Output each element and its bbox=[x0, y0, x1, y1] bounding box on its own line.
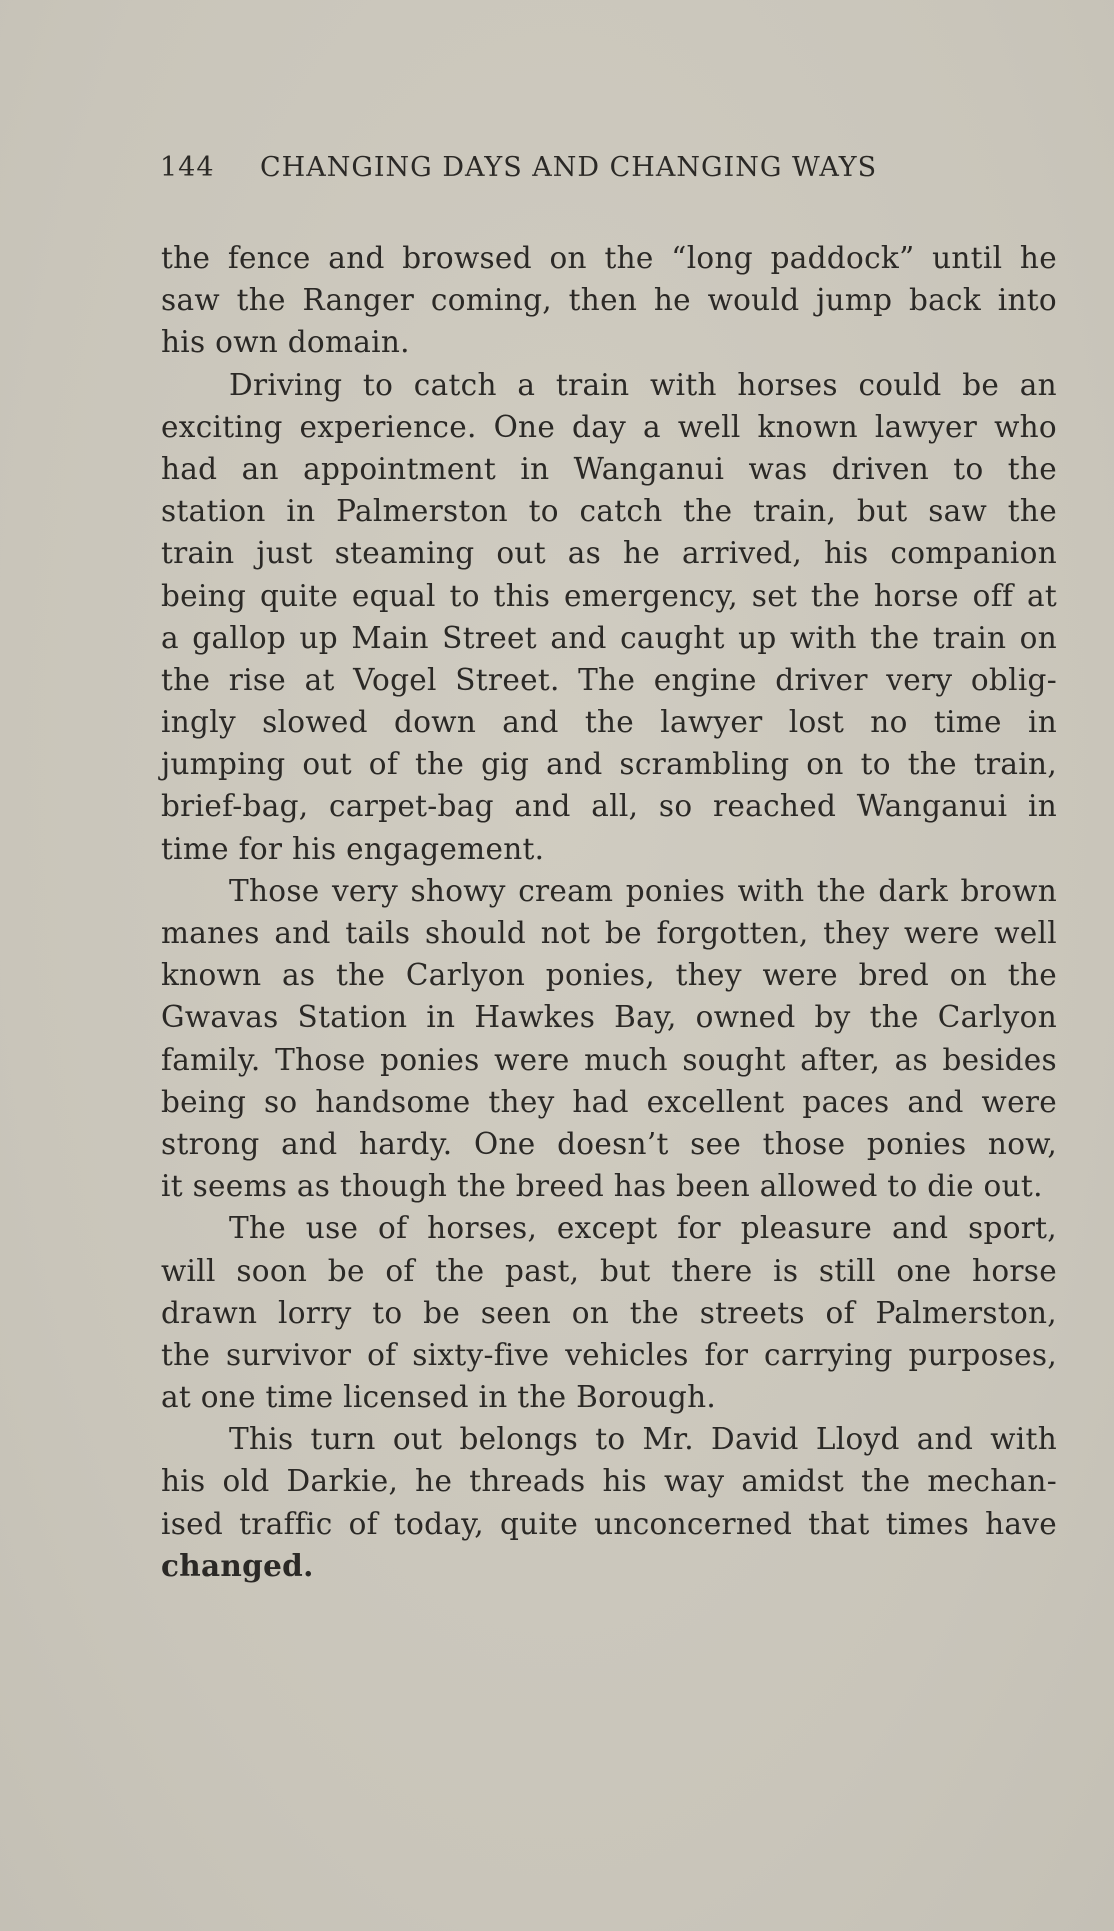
text-line: jumping out of the gig and scrambling on to the train, bbox=[161, 747, 1057, 782]
text-line: his old Darkie, he threads his way amidst the mechan- bbox=[161, 1464, 1057, 1499]
text-line: The use of horses, except for pleasure and sport, bbox=[229, 1211, 1057, 1246]
text-line: family. Those ponies were much sought after, as besides bbox=[161, 1042, 1057, 1077]
text-line: it seems as though the breed has been allowed to die out. bbox=[161, 1169, 1043, 1204]
text-line: ingly slowed down and the lawyer lost no time in bbox=[161, 705, 1057, 740]
text-line: station in Palmerston to catch the train, but saw the bbox=[161, 494, 1057, 529]
text-line: a gallop up Main Street and caught up with the train on bbox=[161, 620, 1057, 655]
text-line: the survivor of sixty-five vehicles for carrying purposes, bbox=[161, 1337, 1057, 1372]
text-line: brief-bag, carpet-bag and all, so reached Wanganui in bbox=[161, 789, 1057, 824]
text-line: train just steaming out as he arrived, his companion bbox=[161, 536, 1057, 571]
text-line: exciting experience. One day a well known lawyer who bbox=[161, 409, 1057, 444]
text-line: at one time licensed in the Borough. bbox=[161, 1380, 717, 1415]
text-line: time for his engagement. bbox=[161, 831, 545, 866]
text-line: Gwavas Station in Hawkes Bay, owned by the Carlyon bbox=[161, 1000, 1057, 1035]
book-title: CHANGING DAYS AND CHANGING WAYS bbox=[260, 152, 878, 183]
text-line: manes and tails should not be forgotten, they were well bbox=[161, 916, 1057, 950]
text-line: known as the Carlyon ponies, they were bred on the bbox=[161, 958, 1057, 993]
paragraph bbox=[161, 1207, 1057, 1418]
text-line: Those very showy cream ponies with the dark brown bbox=[229, 873, 1057, 908]
text-line: his own domain. bbox=[161, 325, 410, 360]
text-line: will soon be of the past, but there is still one horse bbox=[161, 1253, 1057, 1288]
text-line: being so handsome they had excellent paces and were bbox=[161, 1084, 1057, 1119]
text-line: This turn out belongs to Mr. David Lloyd and with bbox=[229, 1422, 1057, 1457]
text-line: strong and hardy. One doesn’t see those ponies now, bbox=[161, 1126, 1057, 1161]
text-line: Driving to catch a train with horses could be an bbox=[229, 367, 1057, 402]
paragraph bbox=[161, 237, 1057, 364]
paragraph bbox=[161, 870, 1057, 1208]
text-line: the fence and browsed on the “long paddock” until he bbox=[161, 241, 1057, 275]
text-line: the rise at Vogel Street. The engine driver very oblig- bbox=[161, 662, 1057, 697]
text-line: being quite equal to this emergency, set the horse off at bbox=[161, 578, 1057, 613]
text-line: drawn lorry to be seen on the streets of Palmerston, bbox=[161, 1295, 1057, 1330]
text-line: changed. bbox=[161, 1547, 314, 1583]
text-line: ised traffic of today, quite unconcerned that times have bbox=[161, 1506, 1057, 1541]
running-head bbox=[160, 152, 960, 183]
body-text bbox=[161, 237, 1057, 1587]
text-line: had an appointment in Wanganui was driven to the bbox=[161, 451, 1057, 486]
paragraph bbox=[161, 1418, 1057, 1587]
text-line: saw the Ranger coming, then he would jump back into bbox=[161, 283, 1057, 318]
page-number: 144 bbox=[160, 152, 215, 183]
paragraph bbox=[161, 364, 1057, 870]
